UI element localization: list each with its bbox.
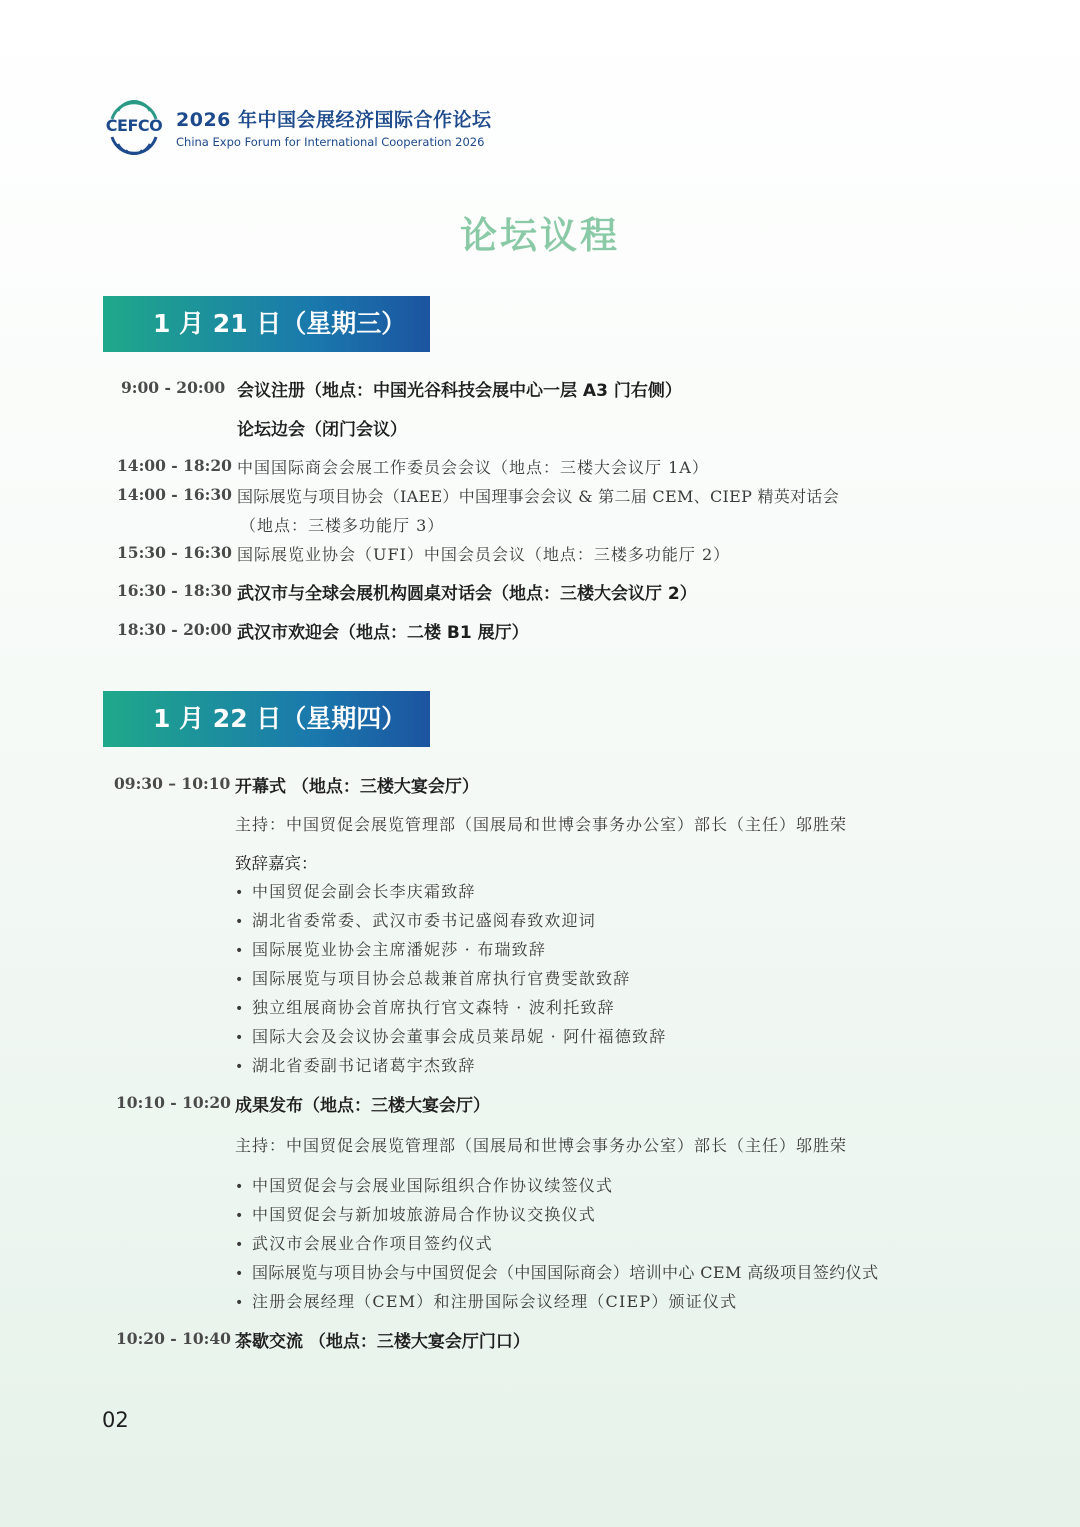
bullet-icon: •	[235, 943, 245, 959]
time-label: 9:00 - 20:00	[121, 378, 226, 397]
bullet-icon: •	[235, 1030, 245, 1046]
list-item: • 湖北省委副书记诸葛宇杰致辞	[235, 1056, 476, 1075]
logo-text: CEFCO	[105, 116, 163, 135]
event-text: 国际展览业协会（UFI）中国会员会议（地点：三楼多功能厅 2）	[237, 545, 731, 564]
event-title: 武汉市与全球会展机构圆桌对话会（地点：三楼大会议厅 2）	[237, 584, 697, 604]
event-text: （地点：三楼多功能厅 3）	[240, 516, 445, 535]
list-item: • 湖北省委常委、武汉市委书记盛阅春致欢迎词	[235, 911, 597, 930]
time-label: 16:30 - 18:30	[117, 581, 232, 600]
event-title: 成果发布（地点：三楼大宴会厅）	[235, 1096, 490, 1116]
time-label: 18:30 - 20:00	[117, 620, 232, 639]
forum-title-en: China Expo Forum for International Cooperation 2026	[176, 135, 485, 149]
list-item: • 国际展览与项目协会总裁兼首席执行官费雯歆致辞	[235, 969, 631, 988]
list-item: • 注册会展经理（CEM）和注册国际会议经理（CIEP）颁证仪式	[235, 1292, 738, 1311]
list-item: • 中国贸促会副会长李庆霜致辞	[235, 882, 476, 901]
list-item: • 国际展览业协会主席潘妮莎 · 布瑞致辞	[235, 940, 547, 959]
list-item: • 武汉市会展业合作项目签约仪式	[235, 1234, 493, 1253]
event-host: 主持：中国贸促会展览管理部（国展局和世博会事务办公室）部长（主任）邬胜荣	[235, 1136, 848, 1155]
list-item: • 国际展览与项目协会与中国贸促会（中国国际商会）培训中心 CEM 高级项目签约仪式	[235, 1263, 879, 1282]
speakers-heading: 致辞嘉宾：	[235, 854, 318, 873]
time-label: 15:30 - 16:30	[117, 543, 232, 562]
time-label: 10:20 - 10:40	[116, 1329, 231, 1348]
header-titles	[176, 105, 492, 149]
bullet-icon: •	[235, 972, 245, 988]
list-item: • 中国贸促会与新加坡旅游局合作协议交换仪式	[235, 1205, 597, 1224]
bullet-icon: •	[235, 914, 245, 930]
list-item: • 中国贸促会与会展业国际组织合作协议续签仪式	[235, 1176, 614, 1195]
time-label: 14:00 - 16:30	[117, 485, 232, 504]
bullet-icon: •	[235, 1179, 245, 1195]
page-title: 论坛议程	[460, 214, 620, 257]
bullet-icon: •	[235, 1266, 244, 1282]
event-title: 会议注册（地点：中国光谷科技会展中心一层 A3 门右侧）	[237, 381, 682, 401]
event-title: 武汉市欢迎会（地点：二楼 B1 展厅）	[237, 623, 529, 643]
header	[102, 97, 492, 157]
time-label: 10:10 - 10:20	[116, 1093, 231, 1112]
bullet-icon: •	[235, 1208, 245, 1224]
bullet-icon: •	[235, 1295, 245, 1311]
time-label: 09:30 – 10:10	[114, 774, 231, 793]
page-number: 02	[102, 1408, 129, 1432]
day-banner-jan22: 1 月 22 日（星期四）	[103, 691, 430, 747]
event-title: 开幕式 （地点：三楼大宴会厅）	[235, 777, 479, 797]
bullet-icon: •	[235, 1001, 245, 1017]
forum-title-cn: 2026 年中国会展经济国际合作论坛	[176, 109, 492, 131]
list-item: • 独立组展商协会首席执行官文森特 · 波利托致辞	[235, 998, 615, 1017]
cefco-logo	[102, 97, 166, 157]
bullet-icon: •	[235, 1059, 245, 1075]
event-text: 国际展览与项目协会（IAEE）中国理事会会议 & 第二届 CEM、CIEP 精英对话会	[237, 487, 840, 506]
day-banner-jan21: 1 月 21 日（星期三）	[103, 296, 430, 352]
event-text: 中国国际商会会展工作委员会会议（地点：三楼大会议厅 1A）	[237, 458, 709, 477]
event-title: 论坛边会（闭门会议）	[237, 420, 407, 440]
bullet-icon: •	[235, 885, 245, 901]
list-item: • 国际大会及会议协会董事会成员莱昂妮 · 阿什福德致辞	[235, 1027, 667, 1046]
bullet-icon: •	[235, 1237, 245, 1253]
time-label: 14:00 - 18:20	[117, 456, 232, 475]
event-host: 主持：中国贸促会展览管理部（国展局和世博会事务办公室）部长（主任）邬胜荣	[235, 815, 848, 834]
event-title: 茶歇交流 （地点：三楼大宴会厅门口）	[235, 1332, 530, 1352]
